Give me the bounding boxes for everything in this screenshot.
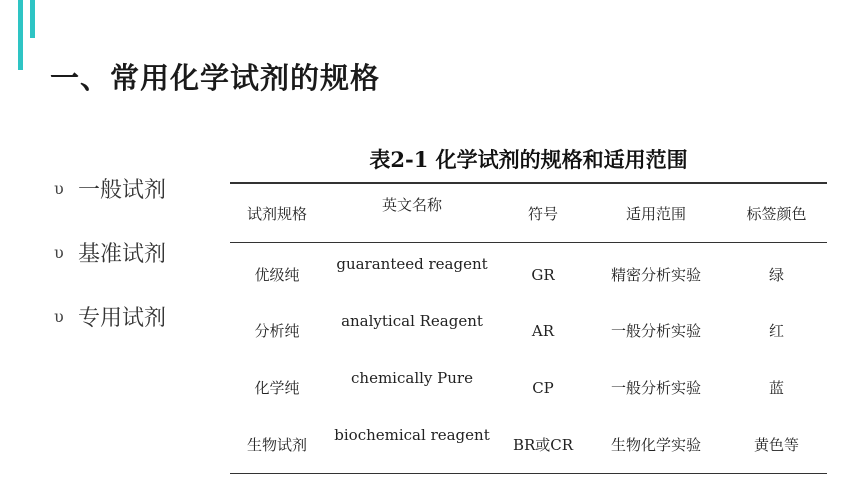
bullet-list [54,172,166,364]
header-label-color: 标签颜色 [746,204,807,223]
bullet-text: 基准试剂 [78,241,167,267]
bullet-text: 一般试剂 [78,177,167,203]
cell-label-color: 绿 [768,266,784,284]
cell-spec: 化学纯 [254,379,300,397]
cell-english-name: guaranteed reagent [336,255,488,273]
bullet-item [54,236,166,268]
cell-english-name: chemically Pure [351,369,473,387]
cell-symbol: GR [531,265,555,284]
table-row [230,243,827,303]
cell-scope: 一般分析实验 [610,379,701,397]
cell-scope: 精密分析实验 [610,266,701,284]
cell-spec: 生物试剂 [246,436,307,454]
header-spec: 试剂规格 [246,204,307,223]
cell-english-name: biochemical reagent [334,426,490,444]
cell-english-name: analytical Reagent [341,312,483,330]
bullet-text: 专用试剂 [78,305,167,331]
cell-symbol: CP [532,378,554,397]
cell-spec: 优级纯 [254,266,300,284]
bullet-marker-icon: υ [54,178,64,198]
bullet-item [54,172,166,204]
bullet-marker-icon: υ [54,306,64,326]
cell-label-color: 蓝 [768,379,784,397]
cell-symbol: BR或CR [512,436,574,454]
cell-scope: 一般分析实验 [610,322,701,340]
table-row [230,416,827,474]
cell-label-color: 红 [768,322,784,340]
cell-scope: 生物化学实验 [610,436,701,454]
cell-label-color: 黄色等 [753,436,799,454]
table-header-row [230,183,827,243]
header-english-name: 英文名称 [381,196,442,214]
bullet-item [54,300,166,332]
table-row [230,302,827,359]
header-symbol: 符号 [527,204,558,223]
table-row [230,359,827,416]
page-title: 一、常用化学试剂的规格 [50,61,381,95]
bullet-marker-icon: υ [54,242,64,262]
table-caption: 表2-1 化学试剂的规格和适用范围 [369,147,688,172]
reagent-spec-table [230,182,827,474]
cell-spec: 分析纯 [254,322,300,340]
accent-bar-left [18,0,23,70]
cell-symbol: AR [531,321,555,340]
header-scope: 适用范围 [625,204,686,223]
accent-bar-right [30,0,35,38]
